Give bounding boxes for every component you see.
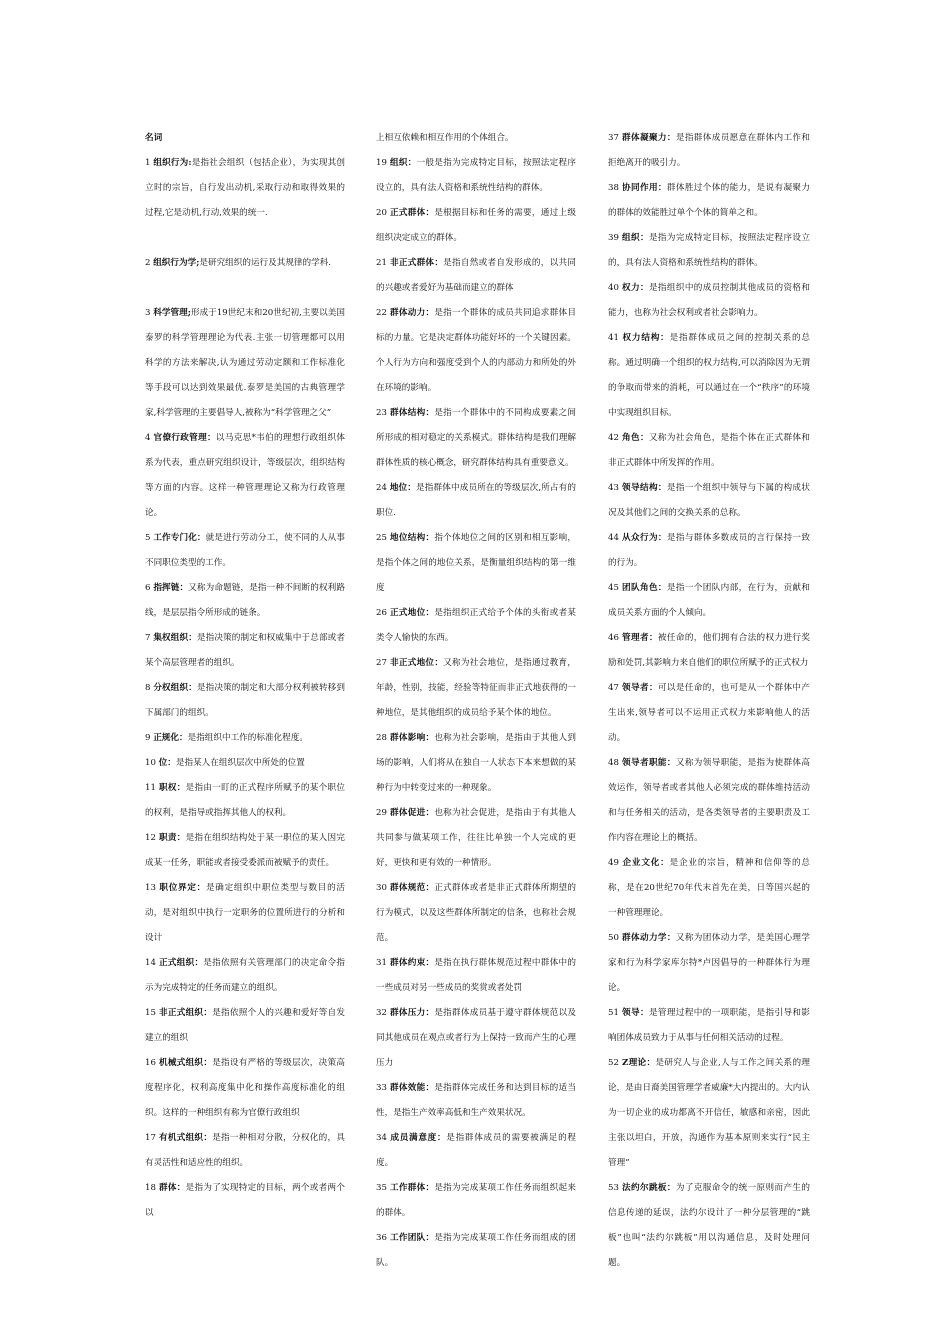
- term-title: 法约尔跳板: [622, 1183, 667, 1193]
- term-definition: 也称为社会促进，是指由于有其他人共同参与做某项工作，往往比单独一个人完成的更好，更快和更有效的一种情形。: [376, 808, 576, 868]
- term-separator: ：: [434, 658, 444, 668]
- term-entry: [145, 251, 345, 276]
- term-entry: [376, 801, 576, 876]
- term-title: 地位结构: [389, 533, 426, 543]
- term-definition: 是指一个群体的成员共同追求群体目标的力量。它是决定群体功能好坏的一个关键因素。个人行为方向和强度受到个人的内部动力和所处的外在环境的影响。: [376, 308, 576, 393]
- term-separator: ：: [425, 308, 435, 318]
- term-separator: ：: [666, 933, 676, 943]
- term-title: 正式地位: [389, 608, 426, 618]
- term-entry: [145, 876, 345, 951]
- term-definition: 是指与群体多数成员的言行保持一致的行为。: [608, 533, 810, 568]
- term-definition: 又称为社会地位，是指通过教育，年龄，性别，技能，经验等特征而非正式地获得的一种地位，是其他组织的成员给予某个体的地位。: [376, 658, 576, 718]
- term-title: 工作专门化: [153, 533, 197, 543]
- term-number: 51: [608, 1008, 619, 1018]
- term-entry: [608, 851, 810, 926]
- term-title: 组织: [389, 158, 408, 168]
- term-separator: ：: [646, 1058, 656, 1068]
- term-title: 官僚行政管理: [153, 433, 207, 443]
- term-definition: 也称为社会影响，是指由于其他人到场的影响，人们将从在独自一人状态下本来想做的某种行为中转变过来的一种现象。: [376, 733, 576, 793]
- term-definition: 是指在组织结构处于某一职位的某人因完成某一任务，职能或者接受委派而被赋予的责任。: [145, 833, 345, 868]
- term-title: 机械式组织: [158, 1058, 204, 1068]
- blank-line: [145, 226, 345, 251]
- term-definition: 是指在执行群体规范过程中群体中的一些成员对另一些成员的奖赏或者处罚: [376, 958, 576, 993]
- term-entry: [376, 1076, 576, 1126]
- term-entry: [376, 151, 576, 201]
- term-entry: [376, 601, 576, 651]
- term-separator: ：: [436, 1133, 447, 1143]
- term-separator: ：: [203, 1058, 213, 1068]
- term-number: 52: [608, 1058, 619, 1068]
- term-entry: [145, 776, 345, 826]
- section-heading: 名词: [145, 133, 163, 143]
- term-entry: [608, 676, 810, 751]
- term-number: 32: [376, 1008, 387, 1018]
- term-entry: [145, 1126, 345, 1176]
- term-entry: [376, 526, 576, 601]
- term-title: 权力: [622, 283, 640, 293]
- term-number: 12: [145, 833, 156, 843]
- term-title: 非正式组织: [158, 1008, 204, 1018]
- term-definition: 是指群体成员之间的控制关系的总称。通过明确一个组织的权力结构,可以消除因为无谓的争取而带来的消耗，可以通过在一个“秩序”的环境中实现组织目标。: [608, 333, 810, 418]
- term-entry: [376, 1126, 576, 1176]
- term-entry: [608, 426, 810, 476]
- term-separator: ：: [179, 583, 189, 593]
- term-entry: [608, 626, 810, 676]
- term-entry: [608, 751, 810, 851]
- term-title: 群体效能: [389, 1083, 426, 1093]
- term-title: 群体动力学: [622, 933, 667, 943]
- term-separator: ;: [187, 308, 191, 318]
- term-entry: [145, 526, 345, 576]
- term-number: 19: [376, 158, 387, 168]
- term-number: 13: [145, 883, 156, 893]
- term-number: 2: [145, 258, 151, 268]
- term-entry: [608, 226, 810, 276]
- term-separator: ：: [196, 883, 206, 893]
- term-definition: 是指一个群体中的不同构成要素之间所形成的相对稳定的关系模式。群体结构是我们理解群体性质的核心概念，研究群体结构具有重要意义。: [376, 408, 576, 468]
- term-number: 16: [145, 1058, 156, 1068]
- term-separator: ：: [203, 1008, 213, 1018]
- term-number: 14: [145, 958, 156, 968]
- term-definition: 又称为命题链，是指一种不间断的权利路线，是层层指令所形成的链条。: [145, 583, 345, 618]
- term-separator: ：: [425, 1183, 435, 1193]
- blank-line: [145, 276, 345, 301]
- term-entry: [376, 1176, 576, 1226]
- term-separator: ：: [425, 733, 435, 743]
- term-definition: 是指群体中成员所在的等级层次,所占有的职位.: [376, 483, 576, 518]
- term-separator: ：: [167, 758, 176, 768]
- term-separator: ：: [407, 158, 417, 168]
- term-title: 从众行为: [622, 533, 658, 543]
- term-definition: 是指一个团队内部，在行为，贡献和成员关系方面的个人倾向。: [608, 583, 810, 618]
- term-number: 36: [376, 1233, 387, 1243]
- term-number: 22: [376, 308, 387, 318]
- term-title: 群体动力: [389, 308, 426, 318]
- term-separator: ：: [648, 683, 658, 693]
- term-entry: [376, 876, 576, 951]
- term-definition: 是指社会组织（包括企业），为实现其创立时的宗旨，自行发出动机,采取行动和取得效果的过程,它是动机,行动,效果的统一.: [145, 158, 345, 218]
- term-entry: [376, 651, 576, 726]
- term-separator: ：: [639, 1008, 649, 1018]
- term-definition: 是指自然或者自发形成的，以共同的兴趣或者爱好为基础而建立的群体: [376, 258, 576, 293]
- term-definition: 是指组织中工作的标准化程度。: [187, 733, 308, 743]
- term-definition: 是企业的宗旨，精神和信仰等的总称，是在20世纪70年代末首先在美，日等国兴起的一种管理理论。: [608, 858, 810, 918]
- term-separator: ：: [425, 208, 435, 218]
- term-number: 34: [376, 1133, 387, 1143]
- term-title: 有机式组织: [158, 1133, 204, 1143]
- term-entry: [608, 476, 810, 526]
- term-title: 群体结构: [389, 408, 426, 418]
- term-definition: 是指群体成员的需要被满足的程度。: [376, 1133, 576, 1168]
- term-definition: 是指一种相对分散，分权化的，具有灵活性和适应性的组织。: [145, 1133, 345, 1168]
- term-title: 领导者: [622, 683, 649, 693]
- term-number: 6: [145, 583, 151, 593]
- term-entry: [608, 276, 810, 326]
- term-separator: ：: [425, 533, 435, 543]
- term-entry: [376, 951, 576, 1001]
- term-separator: ：: [660, 333, 670, 343]
- term-separator: ：: [657, 483, 667, 493]
- term-entry: [145, 826, 345, 876]
- term-definition: 是指设有严格的等级层次，决策高度程序化，权利高度集中化和操作高度标准化的组织。这样的一种组织有称为官僚行政组织: [145, 1058, 345, 1118]
- term-title: 组织行为学: [153, 258, 197, 268]
- term-entry: [608, 1051, 810, 1176]
- term-entry: [145, 1051, 345, 1126]
- term-number: 46: [608, 633, 619, 643]
- term-title: 职责: [158, 833, 177, 843]
- term-title: 职位界定: [159, 883, 197, 893]
- term-title: 集权组织: [153, 633, 189, 643]
- term-entry: [145, 676, 345, 726]
- term-definition: 是指群体成员愿意在群体内工作和拒绝离开的吸引力。: [608, 133, 810, 168]
- term-number: 39: [608, 233, 619, 243]
- term-entry: [145, 951, 345, 1001]
- term-number: 53: [608, 1183, 619, 1193]
- term-definition: 是指群体成员基于遵守群体规范以及同其他成员在观点或者行为上保持一致而产生的心理压力: [376, 1008, 576, 1068]
- term-title: 工作团队: [389, 1233, 426, 1243]
- term-separator: ：: [188, 633, 197, 643]
- term-title: 工作群体: [389, 1183, 426, 1193]
- term-number: 42: [608, 433, 619, 443]
- term-title: 非正式地位: [389, 658, 435, 668]
- term-title: 职权: [158, 783, 177, 793]
- term-number: 23: [376, 408, 387, 418]
- term-entry: [376, 1001, 576, 1076]
- term-definition: 是指组织中的成员控制其他成员的资格和能力，也称为社会权利或者社会影响力。: [608, 283, 810, 318]
- term-title: 位: [158, 758, 168, 768]
- term-definition: 是指一个组织中领导与下属的构成状况及其他们之间的交换关系的总称。: [608, 483, 810, 518]
- term-title: 组织行为: [153, 158, 189, 168]
- term-definition: 是指依照个人的兴趣和爱好等自发建立的组织: [145, 1008, 345, 1043]
- term-number: 24: [376, 483, 387, 493]
- term-entry: [145, 626, 345, 676]
- term-definition: 上相互依赖和相互作用的个体组合。: [376, 133, 514, 143]
- term-entry: [608, 1001, 810, 1051]
- term-number: 5: [145, 533, 151, 543]
- term-number: 29: [376, 808, 387, 818]
- term-separator: ：: [188, 683, 197, 693]
- term-number: 49: [608, 858, 619, 868]
- term-number: 43: [608, 483, 619, 493]
- term-entry: [145, 151, 345, 226]
- term-entry: [145, 576, 345, 626]
- term-definition: 是指依照有关管理部门的决定命令指示为完成特定的任务而建立的组织。: [145, 958, 345, 993]
- term-separator: ：: [666, 758, 676, 768]
- term-number: 10: [145, 758, 156, 768]
- term-number: 31: [376, 958, 387, 968]
- term-title: 角色: [622, 433, 640, 443]
- term-entry: [608, 176, 810, 226]
- term-title: 群体影响: [389, 733, 426, 743]
- column-1: [145, 126, 345, 1226]
- term-definition: 是指某人在组织层次中所处的位置: [175, 758, 305, 768]
- term-definition: 可以是任命的，也可是从一个群体中产生出来,领导者可以不运用正式权力来影响他人的活动。: [608, 683, 810, 743]
- term-separator: ：: [179, 733, 188, 743]
- term-number: 45: [608, 583, 619, 593]
- term-separator: ：: [196, 533, 206, 543]
- term-entry: [145, 1001, 345, 1051]
- term-definition: 是根据目标和任务的需要，通过上级组织决定成立的群体。: [376, 208, 576, 243]
- term-number: 9: [145, 733, 151, 743]
- term-definition: 以马克思*韦伯的理想行政组织体系为代表，重点研究组织设计，等级层次，组织结构等方面的内容。这样一种管理理论又称为行政管理论。: [145, 433, 345, 518]
- term-separator: ：: [176, 833, 186, 843]
- term-entry: [376, 201, 576, 251]
- term-definition: 是指为完成某项工作任务而组成的团队。: [376, 1233, 576, 1268]
- term-number: 11: [145, 783, 156, 793]
- term-definition: 是指群体完成任务和达到目标的适当性，是指生产效率高低和生产效果状况。: [376, 1083, 576, 1118]
- term-title: Z理论: [622, 1058, 647, 1068]
- term-separator: :: [188, 158, 192, 168]
- term-number: 47: [608, 683, 619, 693]
- term-title: 群体压力: [389, 1008, 426, 1018]
- term-definition: 又称为社会角色，是指个体在正式群体和非正式群体中所发挥的作用。: [608, 433, 810, 468]
- term-title: 协同作用: [622, 183, 658, 193]
- term-definition: 指个体地位之间的区别和相互影响，是指个体之间的地位关系，是衡量组织结构的第一维度: [376, 533, 576, 593]
- term-separator: ：: [660, 858, 670, 868]
- term-separator: ：: [666, 1183, 676, 1193]
- term-title: 正式群体: [389, 208, 426, 218]
- term-definition: 正式群体或者是非正式群体所期望的行为模式，以及这些群体所制定的信条，也称社会规范。: [376, 883, 576, 943]
- term-number: 38: [608, 183, 619, 193]
- term-definition: 就是进行劳动分工，使不同的人从事不同职位类型的工作。: [145, 533, 345, 568]
- term-separator: ：: [425, 883, 435, 893]
- term-number: 48: [608, 758, 619, 768]
- term-number: 28: [376, 733, 387, 743]
- term-number: 17: [145, 1133, 156, 1143]
- term-title: 群体凝聚力: [622, 133, 667, 143]
- term-entry: [608, 576, 810, 626]
- term-entry: [376, 126, 576, 151]
- term-separator: ：: [425, 408, 435, 418]
- column-3: [608, 126, 810, 1276]
- term-definition: 被任命的，他们拥有合法的权力进行奖励和处罚,其影响力来自他们的职位所赋予的正式权力: [608, 633, 810, 668]
- term-separator: ：: [425, 1083, 435, 1093]
- term-number: 7: [145, 633, 151, 643]
- term-separator: ：: [639, 283, 649, 293]
- term-title: 领导: [622, 1008, 640, 1018]
- term-separator: ：: [657, 583, 667, 593]
- term-separator: ：: [657, 533, 667, 543]
- term-number: 30: [376, 883, 387, 893]
- term-definition: 是确定组织中职位类型与数目的活动，是对组织中执行一定职务的位置所进行的分析和设计: [145, 883, 345, 943]
- term-separator: ：: [407, 483, 417, 493]
- term-entry: [376, 251, 576, 301]
- term-title: 领导结构: [622, 483, 658, 493]
- term-title: 群体约束: [389, 958, 426, 968]
- term-separator: ：: [176, 783, 186, 793]
- term-number: 4: [145, 433, 151, 443]
- term-title: 成员满意度: [390, 1133, 437, 1143]
- term-title: 领导者职能: [622, 758, 667, 768]
- term-entry: [376, 476, 576, 526]
- term-definition: 是研究组织的运行及其规律的学科.: [199, 258, 332, 268]
- term-separator: ：: [176, 1183, 186, 1193]
- term-title: 团队角色: [622, 583, 658, 593]
- term-separator: ;: [196, 258, 200, 268]
- term-entry: [145, 1176, 345, 1226]
- term-separator: ：: [666, 133, 676, 143]
- term-separator: ：: [425, 958, 435, 968]
- term-number: 35: [376, 1183, 387, 1193]
- term-separator: ：: [425, 1008, 435, 1018]
- column-2: [376, 126, 576, 1276]
- term-number: 37: [608, 133, 619, 143]
- term-entry: [608, 326, 810, 426]
- term-entry: [145, 301, 345, 426]
- term-number: 18: [145, 1183, 156, 1193]
- term-title: 管理者: [622, 633, 649, 643]
- term-title: 正式组织: [158, 958, 195, 968]
- term-definition: 为了克服命令的统一原则而产生的信息传递的延误，法约尔设计了一种分层管理的“跳板”也叫“法约尔跳板”用以沟通信息，及时处理问题。: [608, 1183, 810, 1268]
- term-separator: ：: [648, 633, 658, 643]
- term-number: 27: [376, 658, 387, 668]
- term-number: 21: [376, 258, 387, 268]
- term-title: 权力结构: [622, 333, 661, 343]
- term-definition: 是管理过程中的一项职能，是指引导和影响团体成员致力于从事与任何相关活动的过程。: [608, 1008, 810, 1043]
- term-separator: ：: [639, 433, 649, 443]
- term-separator: ：: [425, 608, 435, 618]
- term-definition: 是指为完成某项工作任务而组织起来的群体。: [376, 1183, 576, 1218]
- term-number: 1: [145, 158, 151, 168]
- term-number: 20: [376, 208, 387, 218]
- term-title: 地位: [389, 483, 408, 493]
- term-entry: [145, 426, 345, 526]
- term-separator: ：: [194, 958, 204, 968]
- term-number: 25: [376, 533, 387, 543]
- term-entry: [608, 526, 810, 576]
- term-title: 群体规范: [389, 883, 426, 893]
- term-number: 40: [608, 283, 619, 293]
- term-definition: 是研究人与企业,人与工作之间关系的理论，是由日裔美国管理学者威廉*大内提出的。大内认为一切企业的成功都离不开信任，敏感和亲密，因此主张以坦白，开放，沟通作为基本原则来实行“民主管理”: [608, 1058, 810, 1168]
- term-number: 8: [145, 683, 151, 693]
- term-separator: ：: [639, 233, 649, 243]
- term-entry: [376, 301, 576, 401]
- term-separator: ：: [434, 258, 444, 268]
- term-title: 分权组织: [153, 683, 189, 693]
- term-separator: ：: [425, 1233, 435, 1243]
- term-definition: 是指为完成特定目标，按照法定程序设立的，具有法人资格和系统性结构的群体。: [608, 233, 810, 268]
- term-entry: [608, 926, 810, 1001]
- term-definition: 是指由一盯的正式程序所赋予的某个职位的权利，是指导或指挥其他人的权利。: [145, 783, 345, 818]
- term-definition: 又称为团体动力学，是美国心理学家和行为科学家库尔特*卢因倡导的一种群体行为理论。: [608, 933, 810, 993]
- term-entry: [145, 751, 345, 776]
- term-title: 群体促进: [389, 808, 426, 818]
- term-number: 15: [145, 1008, 156, 1018]
- term-separator: ：: [425, 808, 435, 818]
- term-number: 50: [608, 933, 619, 943]
- term-title: 科学管理: [153, 308, 188, 318]
- term-definition: 一般是指为完成特定目标，按照法定程序设立的，具有法人资格和系统性结构的群体。: [376, 158, 576, 193]
- term-separator: ：: [207, 433, 216, 443]
- term-entry: [608, 1176, 810, 1276]
- term-number: 3: [145, 308, 151, 318]
- term-title: 组织: [622, 233, 640, 243]
- term-separator: ：: [657, 183, 667, 193]
- term-title: 正规化: [153, 733, 179, 743]
- term-definition: 是指组织正式给予个体的头衔或者某类令人愉快的东西。: [376, 608, 576, 643]
- term-definition: 群体胜过个体的能力，是说有凝聚力的群体的效能胜过单个个体的简单之和。: [608, 183, 810, 218]
- term-title: 指挥链: [153, 583, 180, 593]
- term-definition: 形成于19世纪末和20世纪初,主要以美国泰罗的科学管理理论为代表.主张一切管理都可以用科学的方法来解决,认为通过劳动定额和工作标准化等手段可以达到效果最优.泰罗是美国的古典管理学家,科学管理的主要倡导人,被称为“科学管理之父”: [145, 308, 345, 418]
- term-definition: 是指决策的制定和大部分权利被转移到下属部门的组织。: [145, 683, 345, 718]
- term-entry: [376, 1226, 576, 1276]
- term-separator: ：: [203, 1133, 213, 1143]
- term-definition: 又称为领导职能，是指为使群体高效运作，领导者或者其他人必须完成的群体维持活动和与任务相关的活动，是各类领导者的主要职责及工作内容在理论上的概括。: [608, 758, 810, 843]
- term-entry: [376, 401, 576, 476]
- term-number: 26: [376, 608, 387, 618]
- term-title: 群体: [158, 1183, 177, 1193]
- term-number: 33: [376, 1083, 387, 1093]
- term-definition: 是指为了实现特定的目标，两个或者两个以: [145, 1183, 345, 1218]
- term-number: 44: [608, 533, 619, 543]
- term-entry: [376, 726, 576, 801]
- term-entry: [608, 126, 810, 176]
- term-title: 非正式群体: [389, 258, 435, 268]
- term-title: 企业文化: [622, 858, 661, 868]
- term-entry: [145, 726, 345, 751]
- term-number: 41: [608, 333, 619, 343]
- term-definition: 是指决策的制定和权威集中于总部或者某个高层管理者的组织。: [145, 633, 345, 668]
